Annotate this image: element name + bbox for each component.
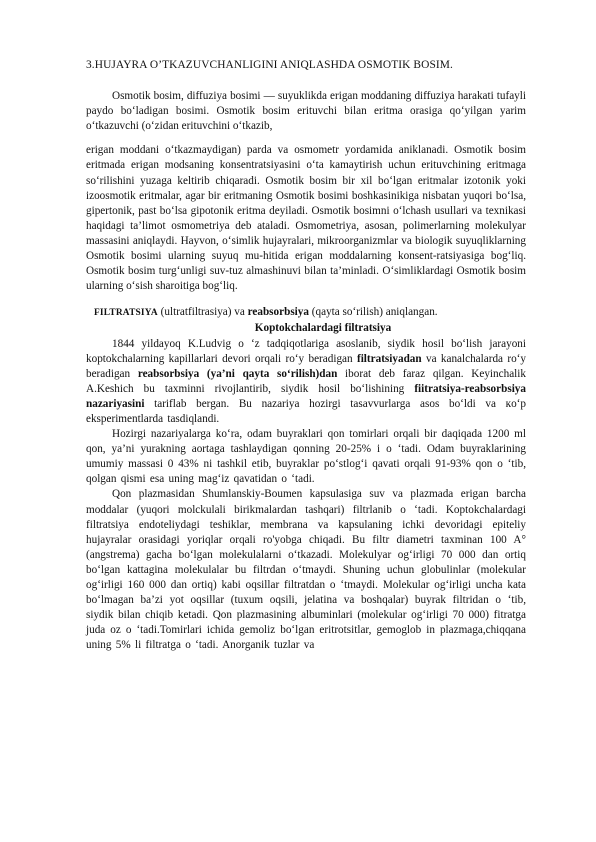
page-title: 3.HUJAYRA O’TKAZUVCHANLIGINI ANIQLASHDA OSMOTIK BOSIM.: [86, 59, 453, 71]
ludvig-bold-reabsorbsiya: reabsorbsiya (ya’ni qayta so‘rilish)dan: [137, 367, 338, 380]
ludvig-bold-theory: fiitratsiya-reabsorbsiya nazariyasini: [86, 382, 526, 410]
ludvig-text-d: iborat deb faraz qilgan. Keyinchalik A.Keshich bu taxminni rivojlantirib, siydik hosil bo‘lishining: [86, 367, 526, 395]
document-page: [86, 58, 526, 653]
section-subtitle: Koptokchalardagi filtratsiya: [254, 322, 392, 335]
paragraph-osmotic-intro: Osmotik bosim, diffuziya bosimi — suyuklikda erigan moddaning diffuziya harakati tufayli paydo bo‘ladigan bosimi. Osmotik bosim erituvchi bilan eritma orasiga qo‘yilgan yarim o‘tkazuvchi (o‘zidan erituvchini o‘tkazib,: [86, 90, 526, 133]
paragraph-ludvig-theory: [86, 337, 526, 428]
ludvig-bold-filtratsiya: filtratsiyadan: [356, 352, 422, 365]
term-reabsorbsiya: reabsorbsiya: [247, 306, 309, 319]
term-filtratsiya: FILTRATSIYA: [94, 308, 158, 319]
ludvig-text-c: va kanalchalarda ro‘y beradigan: [86, 352, 527, 380]
paragraph-kidney-blood-flow: Hozirgi nazariyalarga ko‘ra, odam buyraklari qon tomirlari orqali bir daqiqada 1200 ml qon, ya’ni yurakning aortaga tashlaydigan qonning 20-25% i o ‘tadi. Odam buyraklarining umumiy massasi 0 43% ni tashkil etib, buyraklar po‘stlog‘i qavati orqali 91-93% qon o ‘tib, qolgan qismi esa uning mag‘iz qavatidan o ‘tadi.: [86, 428, 526, 486]
paragraph-plasma-filtration: Qon plazmasidan Shumlanskiy-Boumen kapsulasiga suv va plazmada erigan barcha moddalar (yuqori molckulali birikmalardan tashqari) filtrlanib o ‘tadi. Koptokchalardagi filtratsiya endoteliydagi teshiklar, membrana va kapsulaning ichki devoridagi epiteliy hujayralar orasidagi yoriqlar orqali ro'yobga chiqadi. Bu filtr diametri taxminan 100 A° (angstrema) gacha bo‘lgan molekulalarni o‘tkazadi. Molekulyar og‘irligi 70 000 dan ortiq bo‘lgan kattagina molekulalar bu filtrdan o‘tmaydi. Shuning uchun globulinlar (molekular og‘irligi 160 000 dan ortiq) kabi oqsillar filtratdan o ‘tmaydi. Molekular og‘irligi uncha kata bo‘lmagan ba’zi yot oqsillar (tuxum oqsili, jelatina va boshqalar) buyrak filtridan o ‘tib, siydik bilan chiqib ketadi. Qon plazmasining albuminlari (molekular og‘irligi 70 000) fitratga juda oz o ‘tadi.Tomirlari ichida gemoliz bo‘lgan eritrotsitlar, gemoglob in plazmaga,chiqqana uning 5% li filtratga o ‘tadi. Anorganik tuzlar va: [86, 488, 526, 652]
section-heading: [86, 305, 526, 321]
ludvig-text-e: tariflab bergan. Bu nazariya hozirgi tasavvurlarga asos bo‘ldi va кo‘p eksperimentlarda tasdiqlandi.: [86, 397, 526, 425]
ludvig-text-a: 1844 yildayoq K.Ludvig o ‘z tadqiqotlariga asoslanib, siydik hosil bo‘lish jarayoni koptokchalarning kapillarlari devori orqali ro‘y beradigan: [86, 337, 526, 365]
section-heading-text-2: (qayta so‘rilish) aniqlangan.: [308, 306, 438, 319]
section-heading-text-1: (ultratfiltrasiya) va: [157, 306, 248, 319]
paragraph-osmotic-details: erigan moddani o‘tkazmaydigan) parda va osmometr yordamida aniklanadi. Osmotik bosim eritmada erigan modsaning konsentratsiyasini o‘ta kamaytirish uchun erituvchining eritmaga so‘rilishini yuzaga keltirib chiqaradi. Osmotik bosim bir xil bo‘lgan eritmalar izotonik yoki izoosmotik eritmalar, agar bir eritmaning Osmotik bosimi boshkasinikiga nisbatan yuqori bo‘lsa, gipertonik, past bo‘lsa gipotonik eritma deyiladi. Osmotik bosimni o‘lchash usullari va texnikasi haqidagi ta’limot osmometriya deb ataladi. Osmometriya, asosan, polimerlarning molekulyar massasini aniqlaydi. Hayvon, o‘simlik hujayralari, mikroorganizmlar va biologik suyuqliklarning Osmotik bosimi ularning suyuq mu-hitida erigan moddalarning konsent-ratsiyasiga bog‘liq. Osmotik bosim turg‘unligi suv-tuz almashinuvi bilan ta’minladi. O‘simliklardagi Osmotik bosim ularning o‘sish sharoitiga bog‘liq.: [86, 144, 526, 293]
